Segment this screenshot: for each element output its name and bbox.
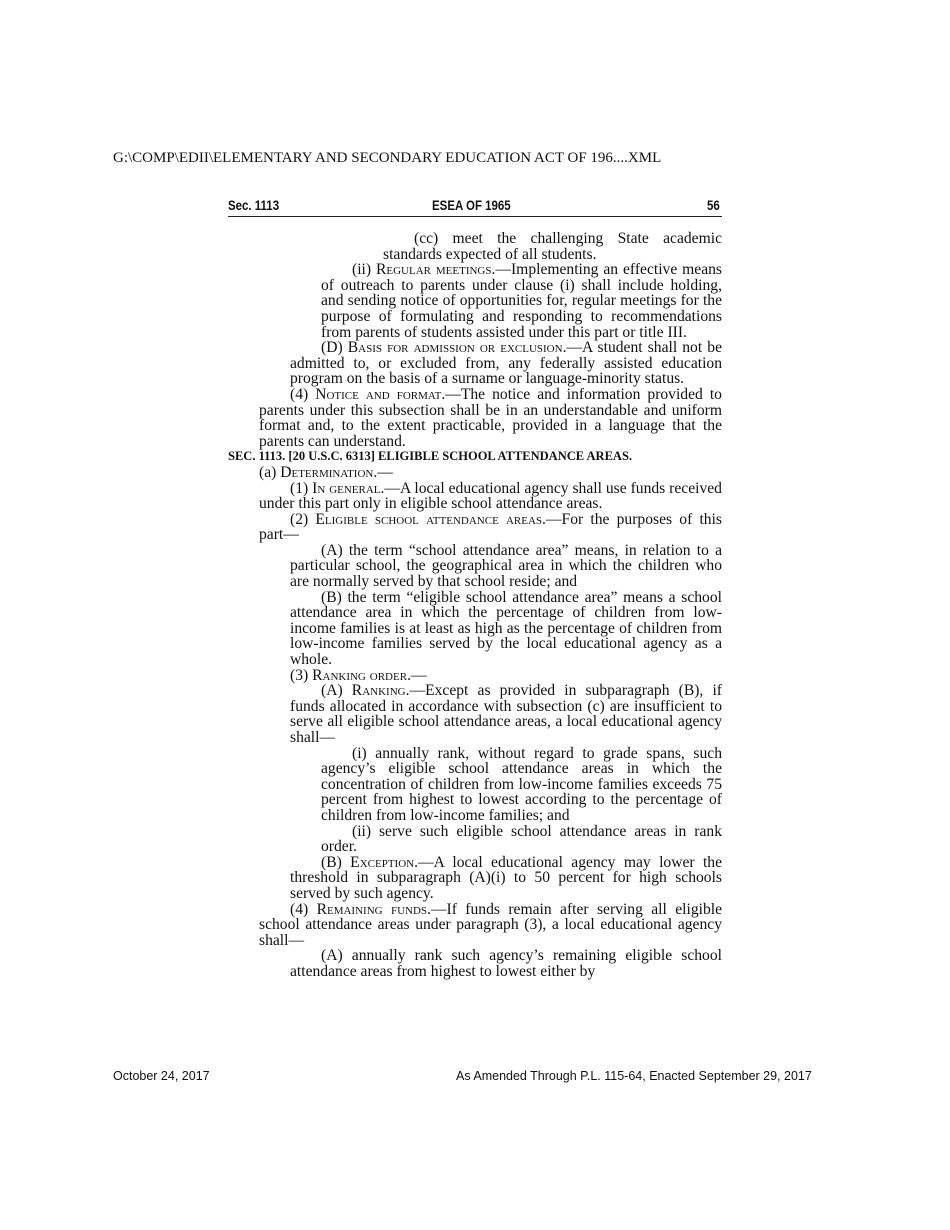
paragraph-a4-heading: Remaining funds	[316, 900, 428, 918]
paragraph-a3: (3) Ranking order.—	[290, 666, 427, 684]
paragraph-a1: (1) In general.—A local educational agency shall use funds received under this part only in eligible school attendance areas.	[259, 479, 722, 513]
header-section-number: Sec. 1113	[228, 197, 280, 213]
paragraph-a1-heading: In general	[312, 479, 381, 497]
paragraph-a3B: (B) Exception.—A local educational agency may lower the threshold in subparagraph (A)(i) to 50 percent for high schools served by such agency.	[290, 853, 723, 902]
subsection-a: (a) Determination.—	[259, 463, 393, 481]
paragraph-a2A: (A) the term “school attendance area” means, in relation to a particular school, the geographical area in which the children who are normally served by that school reside; and	[290, 541, 722, 591]
paragraph-a3-heading: Ranking order	[312, 666, 408, 684]
header-rule	[228, 216, 722, 217]
paragraph-a3Ai: (i) annually rank, without regard to grade spans, such agency’s eligible school attendance areas in which the concentration of children from low-income families exceeds 75 percent from highest to lowest according to the percentage of children from low-income families; and	[321, 744, 722, 824]
paragraph-4-heading: Notice and format	[315, 385, 442, 403]
document-body	[228, 231, 722, 980]
header-page-number: 56	[707, 197, 720, 213]
paragraph-a3A-heading: Ranking	[351, 682, 406, 700]
paragraph-cc: (cc) meet the challenging State academic standards expected of all students.	[383, 230, 722, 263]
paragraph-a2-heading: Eligible school attendance areas	[315, 510, 543, 528]
paragraph-ii: (ii) Regular meetings.—Implementing an effective means of outreach to parents under clause (i) shall include holding, and sending notice of opportunities for, regular meetings for the purpose of formulating and responding to recommendations from parents of students assisted under this part or title III.	[321, 261, 723, 341]
paragraph-a2: (2) Eligible school attendance areas.—For the purposes of this part—	[259, 510, 722, 544]
paragraph-a2B: (B) the term “eligible school attendance area” means a school attendance area in which the percentage of children from low-income families is at least as high as the percentage of children from low-income families served by the local educational agency as a whole.	[290, 588, 722, 669]
paragraph-4-notice: (4) Notice and format.—The notice and information provided to parents under this subsection shall be in an understandable and uniform format and, to the extent practicable, provided in a language that the parents can understand.	[259, 385, 722, 450]
subsection-a-heading: Determination	[280, 463, 374, 481]
paragraph-a4A: (A) annually rank such agency’s remaining eligible school attendance areas from highest to lowest either by	[290, 947, 722, 980]
footer-date: October 24, 2017	[113, 1069, 210, 1083]
footer-amended-note: As Amended Through P.L. 115-64, Enacted September 29, 2017	[456, 1069, 812, 1083]
section-heading: SEC. 1113. [20 U.S.C. 6313] ELIGIBLE SCHOOL ATTENDANCE AREAS.	[228, 449, 633, 464]
file-path: G:\COMP\EDII\ELEMENTARY AND SECONDARY EDUCATION ACT OF 196....XML	[113, 150, 662, 166]
paragraph-a3A: (A) Ranking.—Except as provided in subparagraph (B), if funds allocated in accordance with subsection (c) are insufficient to serve all eligible school attendance areas, a local educational agency shall—	[290, 682, 723, 746]
paragraph-D-heading: Basis for admission or exclusion	[347, 339, 563, 357]
paragraph-a4: (4) Remaining funds.—If funds remain after serving all eligible school attendance areas under paragraph (3), a local educational agency shall—	[259, 900, 722, 949]
paragraph-ii-heading: Regular meetings	[375, 261, 492, 279]
paragraph-a3B-heading: Exception	[350, 853, 415, 871]
header-act-title: ESEA OF 1965	[432, 197, 511, 213]
paragraph-a3Aii: (ii) serve such eligible school attendance areas in rank order.	[321, 822, 722, 856]
paragraph-D: (D) Basis for admission or exclusion.—A student shall not be admitted to, or excluded from, any federally assisted education program on the basis of a surname or language-minority status.	[290, 339, 723, 388]
